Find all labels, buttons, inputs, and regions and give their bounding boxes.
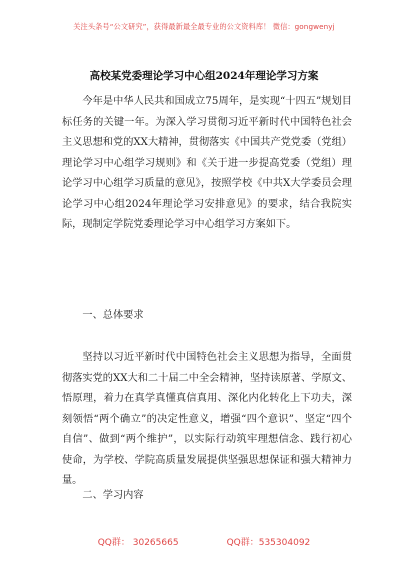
promo-banner: 关注头条号“公文研究”，获得最新最全最专业的公文资料库！ 微信：gongwenyj <box>73 22 335 31</box>
section-heading-general-requirements: 一、总体要求 <box>82 310 144 321</box>
footer-contact <box>0 535 408 548</box>
footer-qq-group-2: QQ群：535304092 <box>226 538 311 548</box>
document-title: 高校某党委理论学习中心组2024年理论学习方案 <box>89 70 319 82</box>
section-heading-study-content: 二、学习内容 <box>82 490 144 501</box>
general-requirements-paragraph: 坚持以习近平新时代中国特色社会主义思想为指导，全面贯彻落实党的XX大和二十届二中全会精神，坚持读原著、学原文、悟原理，着力在真学真懂真信真用、深化内化转化上下功夫，深刻领悟“两个确立”的决定性意义，增强“四个意识”、坚定“四个自信”、做到“两个维护”，以实际行动筑牢理想信念、践行初心使命，为学校、学院高质量发展提供坚强思想保证和强大精神力量。 <box>62 352 352 486</box>
footer-qq-group-1: QQ群： 30265665 <box>97 538 179 548</box>
intro-paragraph: 今年是中华人民共和国成立75周年，是实现“十四五”规划目标任务的关键一年。为深入学习贯彻习近平新时代中国特色社会主义思想和党的XX大精神，贯彻落实《中国共产党党委（党组）理论学习中心组学习规则》和《关于进一步提高党委（党组）理论学习中心组学习质量的意见》，按照学校《中共X大学委员会理论学习中心组2024年理论学习安排意见》的要求，结合我院实际，现制定学院党委理论学习中心组学习方案如下。 <box>62 96 352 230</box>
